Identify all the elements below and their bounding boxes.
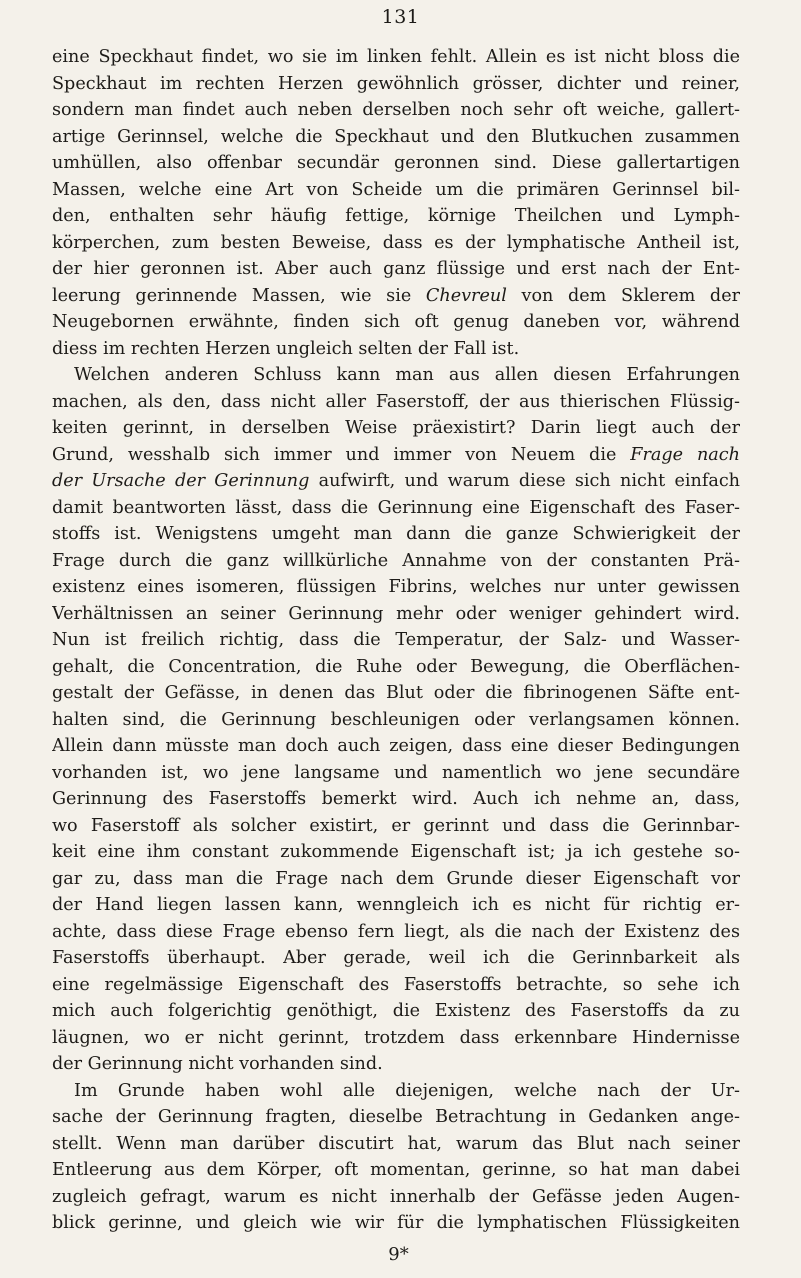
text-line: der hier geronnen ist. Aber auch ganz flüssige und erst nach der Ent- [52, 259, 740, 279]
signature-mark [0, 1244, 801, 1265]
text-line: körperchen, zum besten Beweise, dass es der lymphatische Antheil ist, [52, 232, 740, 253]
text-line: damit beantworten lässt, dass die Gerinnung eine Eigenschaft des Faser- [52, 497, 740, 518]
text-segment: von dem Sklerem der [521, 285, 740, 306]
text-line: eine Speckhaut findet, wo sie im linken fehlt. Allein es ist nicht bloss die [52, 47, 740, 67]
text-line: Massen, welche eine Art von Scheide um die primären Gerinnsel bil- [52, 179, 740, 200]
text-line: stoffs ist. Wenigstens umgeht man dann die ganze Schwierigkeit der [52, 524, 740, 544]
text-line: Speckhaut im rechten Herzen gewöhnlich grösser, dichter und reiner, [52, 73, 740, 94]
body-text [52, 44, 740, 1237]
text-segment: aufwirft, und warum diese sich nicht einfach [318, 471, 740, 491]
text-line: Welchen anderen Schluss kann man aus allen diesen Erfahrungen [74, 365, 740, 385]
text-line: existenz eines isomeren, flüssigen Fibrins, welches nur unter gewissen [52, 577, 740, 597]
text-segment: Grund, wesshalb sich immer und immer von Neuem die [52, 444, 617, 465]
text-line: gestalt der Gefässe, in denen das Blut oder die fibrinogenen Säfte ent- [52, 683, 740, 703]
text-line: keit eine ihm constant zukommende Eigenschaft ist; ja ich gestehe so- [52, 842, 740, 862]
text-line: Gerinnung des Faserstoffs bemerkt wird. Auch ich nehme an, dass, [52, 789, 740, 809]
text-line: artige Gerinnsel, welche die Speckhaut und den Blutkuchen zusammen [52, 126, 740, 147]
text-line: achte, dass diese Frage ebenso fern liegt, als die nach der Existenz des [52, 921, 740, 942]
text-line: sache der Gerinnung fragten, dieselbe Betrachtung in Gedanken ange- [52, 1107, 740, 1127]
text-line: gehalt, die Concentration, die Ruhe oder Bewegung, die Oberflächen- [52, 656, 740, 677]
text-segment: leerung gerinnende Massen, wie sie [52, 285, 412, 306]
text-line: zugleich gefragt, warum es nicht innerhalb der Gefässe jeden Augen- [52, 1186, 740, 1207]
text-line-with-italic [52, 468, 740, 495]
text-line-with-italic [52, 442, 740, 469]
text-line: umhüllen, also offenbar secundär geronnen sind. Diese gallertartigen [52, 153, 740, 173]
text-line: den, enthalten sehr häufig fettige, körnige Theilchen und Lymph- [52, 206, 740, 226]
text-line: Frage durch die ganz willkürliche Annahme von der constanten Prä- [52, 550, 740, 571]
text-line: Im Grunde haben wohl alle diejenigen, welche nach der Ur- [74, 1080, 740, 1101]
text-line: machen, als den, dass nicht aller Faserstoff, der aus thierischen Flüssig- [52, 391, 740, 412]
text-line: mich auch folgerichtig genöthigt, die Existenz des Faserstoffs da zu [52, 1001, 740, 1021]
text-line: Verhältnissen an seiner Gerinnung mehr oder weniger gehindert wird. [52, 603, 740, 624]
text-line: gar zu, dass man die Frage nach dem Grunde dieser Eigenschaft vor [52, 868, 740, 889]
italic-phrase: der Ursache der Gerinnung [52, 471, 310, 491]
text-line: Entleerung aus dem Körper, oft momentan, gerinne, so hat man dabei [52, 1160, 740, 1180]
text-line: Faserstoffs überhaupt. Aber gerade, weil ich die Gerinnbarkeit als [52, 948, 740, 968]
text-line: der Gerinnung nicht vorhanden sind. [52, 1054, 383, 1074]
text-line: Allein dann müsste man doch auch zeigen, dass eine dieser Bedingungen [52, 736, 740, 756]
text-line: der Hand liegen lassen kann, wenngleich ich es nicht für richtig er- [52, 895, 740, 915]
italic-phrase: Frage nach [630, 444, 740, 465]
text-line: blick gerinne, und gleich wie wir für die lymphatischen Flüssigkeiten [52, 1213, 740, 1233]
text-line: halten sind, die Gerinnung beschleunigen oder verlangsamen können. [52, 709, 740, 730]
italic-name: Chevreul [425, 285, 507, 306]
text-line: diess im rechten Herzen ungleich selten der Fall ist. [52, 338, 520, 359]
text-line: keiten gerinnt, in derselben Weise präexistirt? Darin liegt auch der [52, 418, 740, 438]
text-line: wo Faserstoff als solcher existirt, er gerinnt und dass die Gerinnbar- [52, 815, 740, 836]
text-line: eine regelmässige Eigenschaft des Faserstoffs betrachte, so sehe ich [52, 974, 740, 995]
text-line: stellt. Wenn man darüber discutirt hat, warum das Blut nach seiner [52, 1133, 740, 1154]
text-line: vorhanden ist, wo jene langsame und namentlich wo jene secundäre [52, 762, 740, 783]
text-line-with-italic [52, 283, 740, 310]
text-line: läugnen, wo er nicht gerinnt, trotzdem dass erkennbare Hindernisse [52, 1027, 740, 1048]
signature-text: 9* [388, 1244, 409, 1265]
text-line: sondern man findet auch neben derselben noch sehr oft weiche, gallert- [52, 100, 740, 120]
page-number: 131 [381, 6, 420, 28]
text-line: Nun ist freilich richtig, dass die Temperatur, der Salz- und Wasser- [52, 630, 740, 650]
text-line: Neugebornen erwähnte, finden sich oft genug daneben vor, während [52, 312, 740, 332]
